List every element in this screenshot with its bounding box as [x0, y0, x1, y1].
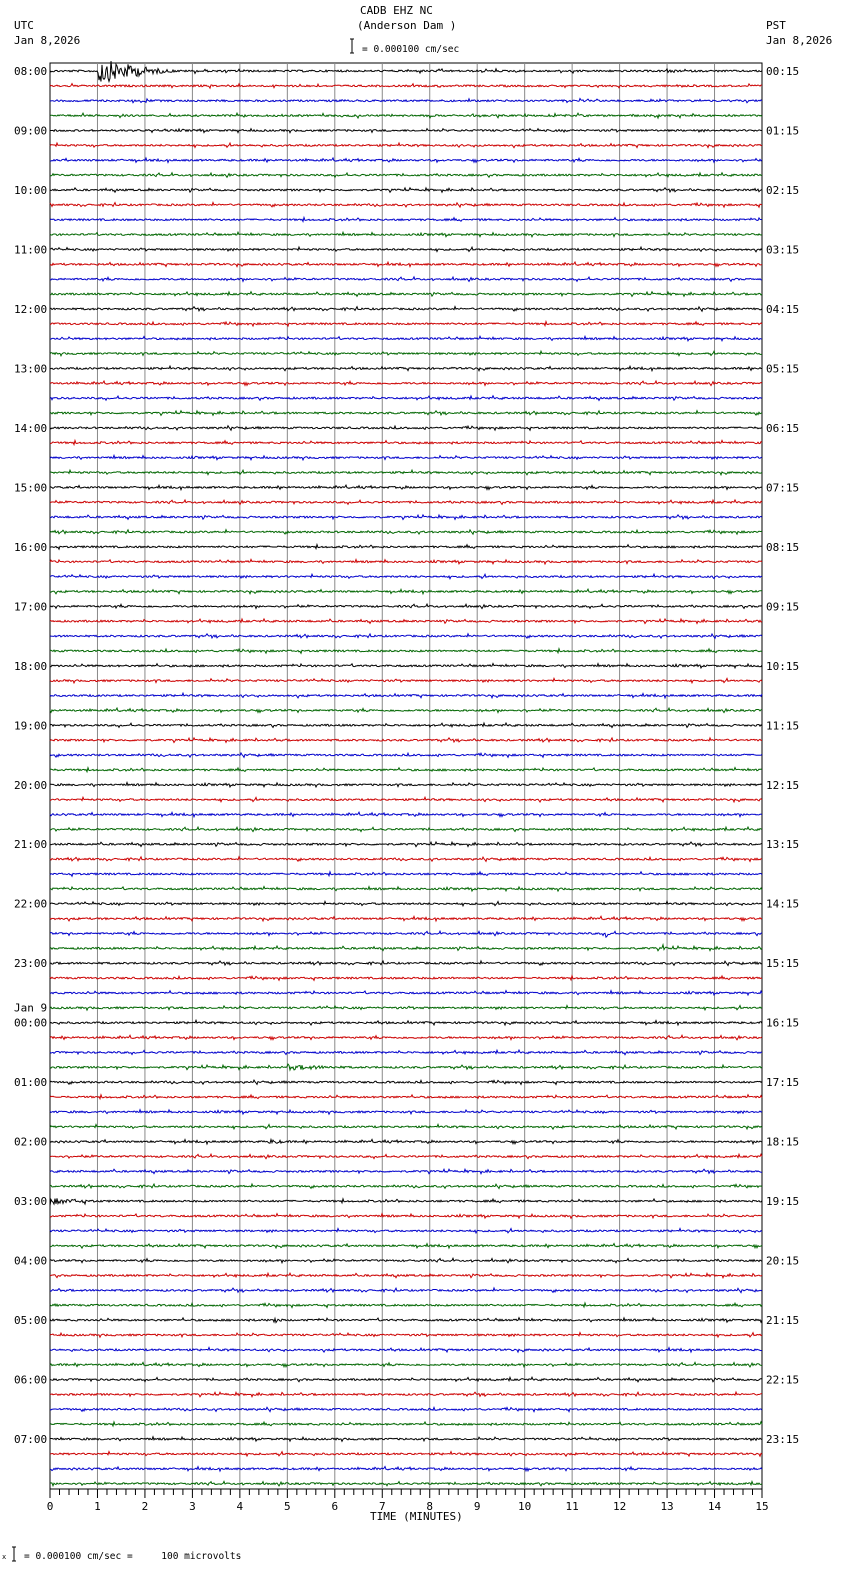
trace-line — [50, 589, 762, 594]
trace-line — [50, 1318, 762, 1323]
traces — [50, 61, 762, 1486]
utc-hour-label: 07:00 — [14, 1433, 48, 1447]
trace-line — [50, 1110, 762, 1115]
trace-line — [50, 1467, 762, 1472]
trace-line — [50, 84, 762, 89]
trace-line — [50, 901, 762, 905]
trace-line — [50, 1481, 762, 1486]
trace-line — [50, 1422, 762, 1426]
station-title: CADB EHZ NC — [360, 4, 433, 17]
utc-hour-label: 21:00 — [14, 838, 48, 852]
trace-line — [50, 322, 762, 327]
trace-line — [50, 129, 762, 133]
pst-hour-label: 04:15 — [766, 302, 800, 316]
trace-line — [50, 1333, 762, 1338]
trace-line — [50, 887, 762, 892]
trace-line — [50, 991, 762, 995]
trace-line — [50, 649, 762, 654]
pst-hour-label: 08:15 — [766, 540, 800, 554]
trace-line — [50, 1273, 762, 1278]
utc-hour-label: 14:00 — [14, 421, 48, 435]
pst-hour-label: 13:15 — [766, 838, 800, 852]
trace-line — [50, 247, 762, 252]
trace-line — [50, 307, 762, 312]
trace-line — [50, 1064, 762, 1070]
utc-hour-label: 02:00 — [14, 1135, 48, 1149]
trace-line — [50, 812, 762, 817]
trace-line — [50, 262, 762, 267]
trace-line — [50, 143, 762, 148]
x-tick-label: 15 — [755, 1500, 769, 1513]
utc-hour-label: 12:00 — [14, 302, 48, 316]
trace-line — [50, 1020, 762, 1025]
trace-line — [50, 842, 762, 847]
x-tick-label: 12 — [612, 1500, 627, 1513]
trace-line — [50, 872, 762, 877]
trace-line — [50, 827, 762, 832]
utc-hour-label: 22:00 — [14, 897, 48, 911]
pst-hour-label: 11:15 — [766, 719, 800, 733]
trace-line — [50, 1080, 762, 1084]
pst-hour-label: 02:15 — [766, 183, 800, 197]
x-tick-label: 4 — [236, 1500, 244, 1513]
utc-hour-label: 05:00 — [14, 1314, 48, 1328]
x-axis-label: TIME (MINUTES) — [370, 1510, 463, 1523]
x-tick-label: 13 — [660, 1500, 674, 1513]
utc-hour-label: 08:00 — [14, 65, 48, 78]
pst-hour-label: 09:15 — [766, 600, 800, 614]
trace-line — [50, 545, 762, 550]
left-timezone: UTC — [14, 19, 34, 32]
trace-line — [50, 530, 762, 535]
pst-hour-label: 16:15 — [766, 1016, 800, 1030]
right-date: Jan 8,2026 — [766, 34, 833, 47]
trace-line — [50, 232, 762, 237]
x-tick-label: 2 — [141, 1500, 149, 1513]
trace-line — [50, 188, 762, 193]
trace-line — [50, 203, 762, 208]
trace-line — [50, 1303, 762, 1308]
trace-line — [50, 1392, 762, 1397]
trace-line — [50, 1244, 762, 1249]
trace-line — [50, 1362, 762, 1367]
trace-line — [50, 515, 762, 520]
pst-hour-label: 19:15 — [766, 1195, 800, 1209]
pst-hour-label: 10:15 — [766, 659, 800, 673]
x-tick-label: 11 — [565, 1500, 579, 1513]
trace-line — [50, 99, 762, 103]
trace-line — [50, 455, 762, 460]
trace-line — [50, 1139, 762, 1144]
trace-line — [50, 1407, 762, 1411]
utc-hour-label: 18:00 — [14, 659, 48, 673]
pst-hour-label: 21:15 — [766, 1314, 800, 1328]
trace-line — [50, 1035, 762, 1040]
trace-line — [50, 1050, 762, 1055]
trace-line — [50, 113, 762, 118]
utc-hour-label: 16:00 — [14, 540, 48, 554]
scale-label: = 0.000100 cm/sec — [362, 44, 460, 55]
trace-line — [50, 218, 762, 222]
utc-hour-label: 04:00 — [14, 1254, 48, 1268]
utc-hour-label: 01:00 — [14, 1076, 48, 1090]
utc-hour-label: 20:00 — [14, 778, 48, 792]
pst-hour-label: 05:15 — [766, 362, 800, 376]
trace-line — [50, 396, 762, 401]
trace-line — [50, 1348, 762, 1353]
trace-line — [50, 366, 762, 371]
pst-hour-label: 15:15 — [766, 957, 800, 971]
trace-line — [50, 351, 762, 356]
trace-line — [50, 336, 762, 341]
trace-line — [50, 411, 762, 416]
pst-hour-label: 06:15 — [766, 421, 800, 435]
trace-line — [50, 574, 762, 579]
trace-line — [50, 1377, 762, 1382]
right-timezone: PST — [766, 19, 786, 32]
trace-line — [50, 797, 762, 802]
trace-line — [50, 1229, 762, 1233]
trace-line — [50, 783, 762, 788]
trace-line — [50, 619, 762, 624]
pst-hour-label: 00:15 — [766, 65, 800, 78]
trace-line — [50, 158, 762, 163]
trace-line — [50, 470, 762, 475]
utc-hour-label: 11:00 — [14, 243, 48, 257]
pst-hour-label: 07:15 — [766, 481, 800, 495]
trace-line — [50, 426, 762, 430]
x-tick-label: 8 — [426, 1500, 434, 1513]
trace-line — [50, 1169, 762, 1174]
trace-line — [50, 440, 762, 444]
x-tick-label: 7 — [378, 1500, 386, 1513]
left-date: Jan 8,2026 — [14, 34, 81, 47]
trace-line — [50, 1124, 762, 1129]
trace-line — [50, 381, 762, 386]
trace-line — [50, 277, 762, 282]
trace-line — [50, 976, 762, 981]
x-tick-label: 9 — [473, 1500, 481, 1513]
trace-line — [50, 931, 762, 937]
utc-hour-label: 09:00 — [14, 124, 48, 138]
footer-prefix: x — [2, 1553, 7, 1561]
trace-line — [50, 678, 762, 683]
utc-hour-label: 15:00 — [14, 481, 48, 495]
trace-line — [50, 1198, 762, 1205]
trace-line — [50, 1154, 762, 1159]
x-tick-label: 14 — [707, 1500, 722, 1513]
x-tick-label: 0 — [46, 1500, 54, 1513]
utc-hour-label: 03:00 — [14, 1195, 48, 1209]
trace-line — [50, 1437, 762, 1442]
pst-hour-label: 03:15 — [766, 243, 800, 257]
x-tick-label: 5 — [284, 1500, 291, 1513]
x-tick-label: 1 — [94, 1500, 101, 1513]
pst-hour-label: 01:15 — [766, 124, 800, 138]
utc-hour-label: 19:00 — [14, 719, 48, 733]
trace-line — [50, 738, 762, 743]
trace-line — [50, 1258, 762, 1263]
trace-line — [50, 664, 762, 668]
trace-line — [50, 1288, 762, 1293]
trace-line — [50, 753, 762, 757]
trace-line — [50, 723, 762, 728]
x-tick-label: 10 — [518, 1500, 532, 1513]
trace-line — [50, 559, 762, 564]
utc-hour-label: 13:00 — [14, 362, 48, 376]
trace-line — [50, 1214, 762, 1219]
trace-line — [50, 485, 762, 490]
station-location: (Anderson Dam ) — [357, 19, 457, 32]
scale-bar-icon — [350, 39, 354, 53]
trace-line — [50, 1095, 762, 1099]
trace-line — [50, 634, 762, 639]
trace-line — [50, 604, 762, 608]
pst-hour-label: 20:15 — [766, 1254, 800, 1268]
footer-scale-bar-icon — [12, 1547, 16, 1561]
trace-line — [50, 500, 762, 505]
trace-line — [50, 1452, 762, 1457]
trace-line — [50, 693, 762, 698]
x-tick-label: 6 — [331, 1500, 339, 1513]
footer-scale-label: = 0.000100 cm/sec = 100 microvolts — [24, 1551, 242, 1562]
trace-line — [50, 916, 762, 921]
pst-hour-label: 17:15 — [766, 1076, 800, 1090]
x-tick-label: 3 — [189, 1500, 196, 1513]
trace-line — [50, 61, 762, 81]
utc-hour-label: 10:00 — [14, 183, 48, 197]
utc-hour-label: 00:00 — [14, 1016, 48, 1030]
utc-hour-label: 23:00 — [14, 957, 48, 971]
date-change-label: Jan 9 — [14, 1001, 48, 1015]
utc-hour-label: 17:00 — [14, 600, 48, 614]
pst-hour-label: 23:15 — [766, 1433, 800, 1447]
trace-line — [50, 1006, 762, 1011]
trace-line — [50, 857, 762, 862]
pst-hour-label: 14:15 — [766, 897, 800, 911]
trace-line — [50, 708, 762, 713]
trace-line — [50, 945, 762, 951]
trace-line — [50, 1184, 762, 1189]
pst-hour-label: 12:15 — [766, 778, 800, 792]
trace-line — [50, 961, 762, 966]
pst-hour-label: 18:15 — [766, 1135, 800, 1149]
trace-line — [50, 768, 762, 772]
utc-hour-label: 06:00 — [14, 1373, 48, 1387]
trace-line — [50, 173, 762, 178]
pst-hour-label: 22:15 — [766, 1373, 800, 1387]
trace-line — [50, 292, 762, 297]
